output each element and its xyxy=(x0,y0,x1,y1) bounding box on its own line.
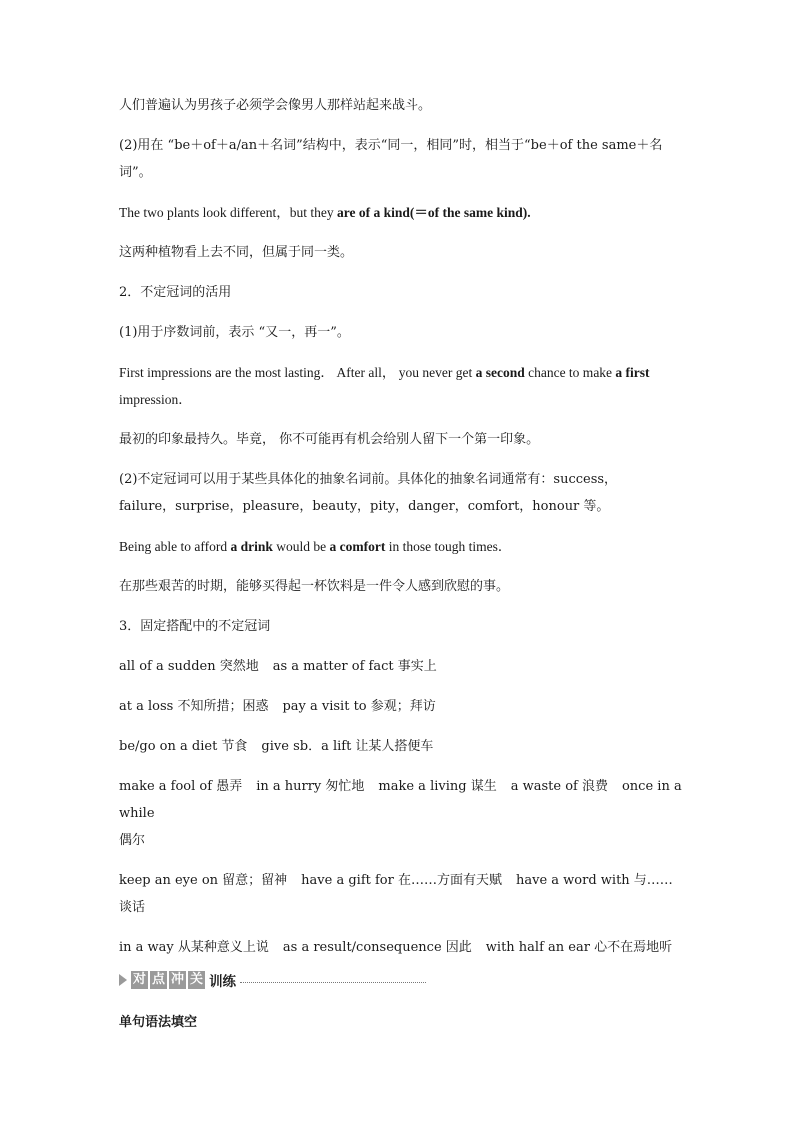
phrase-row xyxy=(119,934,684,961)
text-line: (1)用于序数词前，表示 “又一，再一”。 xyxy=(119,325,350,340)
text-run: Being able to afford xyxy=(119,539,231,554)
text-run: The two plants look different，but they xyxy=(119,205,337,220)
phrase: have a gift for 在……方面有天赋 xyxy=(301,873,502,888)
bold-phrase: a first xyxy=(615,365,650,380)
phrase-row xyxy=(119,653,684,680)
exercise-subheading: 单句语法填空 xyxy=(119,1015,198,1030)
example-sentence xyxy=(119,533,684,560)
phrase: in a hurry 匆忙地 xyxy=(256,779,365,794)
example-sentence xyxy=(119,199,684,226)
text-line: 人们普遍认为男孩子必须学会像男人那样站起来战斗。 xyxy=(119,98,432,113)
text-run: First impressions are the most lasting． After all， you never get xyxy=(119,365,476,380)
phrase-row xyxy=(119,693,684,720)
phrase-row xyxy=(119,867,684,921)
banner-char-box: 冲 xyxy=(171,972,185,987)
phrase: make a living 谋生 xyxy=(378,779,497,794)
text-line: (2)用在 “be＋of＋a/an＋名词”结构中，表示“同一，相同”时，相当于“be＋of the same＋名 xyxy=(119,138,663,153)
translation-line: 在那些艰苦的时期，能够买得起一杯饮料是一件令人感到欣慰的事。 xyxy=(119,579,510,594)
text-run: in those tough times． xyxy=(385,539,512,554)
dotted-divider xyxy=(240,982,426,983)
bold-phrase: a second xyxy=(475,365,525,380)
phrase: with half an ear 心不在焉地听 xyxy=(485,940,673,955)
text-line: 词”。 xyxy=(119,165,152,180)
phrase: give sb．a lift 让某人搭便车 xyxy=(261,739,434,754)
phrase: in a way 从某种意义上说 xyxy=(119,940,269,955)
phrase: once in a while xyxy=(119,779,682,821)
example-sentence-cont: impression． xyxy=(119,392,192,407)
phrase: all of a sudden 突然地 xyxy=(119,659,259,674)
phrase: as a result/consequence 因此 xyxy=(282,940,472,955)
section-heading: 3．固定搭配中的不定冠词 xyxy=(119,619,271,634)
phrase-row xyxy=(119,773,684,827)
section-heading: 2．不定冠词的活用 xyxy=(119,285,232,300)
phrase-row xyxy=(119,733,684,760)
example-sentence xyxy=(119,359,684,386)
bold-phrase: a drink xyxy=(230,539,273,554)
phrase-row-cont: 偶尔 xyxy=(119,833,146,848)
phrase: have a word with 与……谈话 xyxy=(119,873,673,915)
text-run: would be xyxy=(272,539,330,554)
bold-phrase: a comfort xyxy=(329,539,386,554)
banner-char-box: 点 xyxy=(152,972,166,987)
banner-title: 训练 xyxy=(209,974,237,990)
banner-char-box: 对 xyxy=(133,972,147,987)
phrase: at a loss 不知所措；困惑 xyxy=(119,699,269,714)
banner-char-box: 关 xyxy=(190,972,204,987)
translation-line: 最初的印象最持久。毕竟， 你不可能再有机会给别人留下一个第一印象。 xyxy=(119,432,540,447)
triangle-icon xyxy=(119,974,127,986)
phrase: a waste of 浪费 xyxy=(510,779,608,794)
text-run: chance to make xyxy=(524,365,616,380)
text-line: failure，surprise，pleasure，beauty，pity，danger，comfort，honour 等。 xyxy=(119,499,610,514)
text-run: . xyxy=(527,205,531,220)
phrase: pay a visit to 参观；拜访 xyxy=(282,699,436,714)
bold-phrase: are of a kind(＝of the same kind) xyxy=(336,205,528,220)
practice-banner xyxy=(119,969,684,991)
text-line: (2)不定冠词可以用于某些具体化的抽象名词前。具体化的抽象名词通常有：success， xyxy=(119,472,618,487)
translation-line: 这两种植物看上去不同，但属于同一类。 xyxy=(119,245,354,260)
phrase: keep an eye on 留意；留神 xyxy=(119,873,288,888)
phrase: as a matter of fact 事实上 xyxy=(272,659,437,674)
phrase: be/go on a diet 节食 xyxy=(119,739,248,754)
phrase: make a fool of 愚弄 xyxy=(119,779,243,794)
